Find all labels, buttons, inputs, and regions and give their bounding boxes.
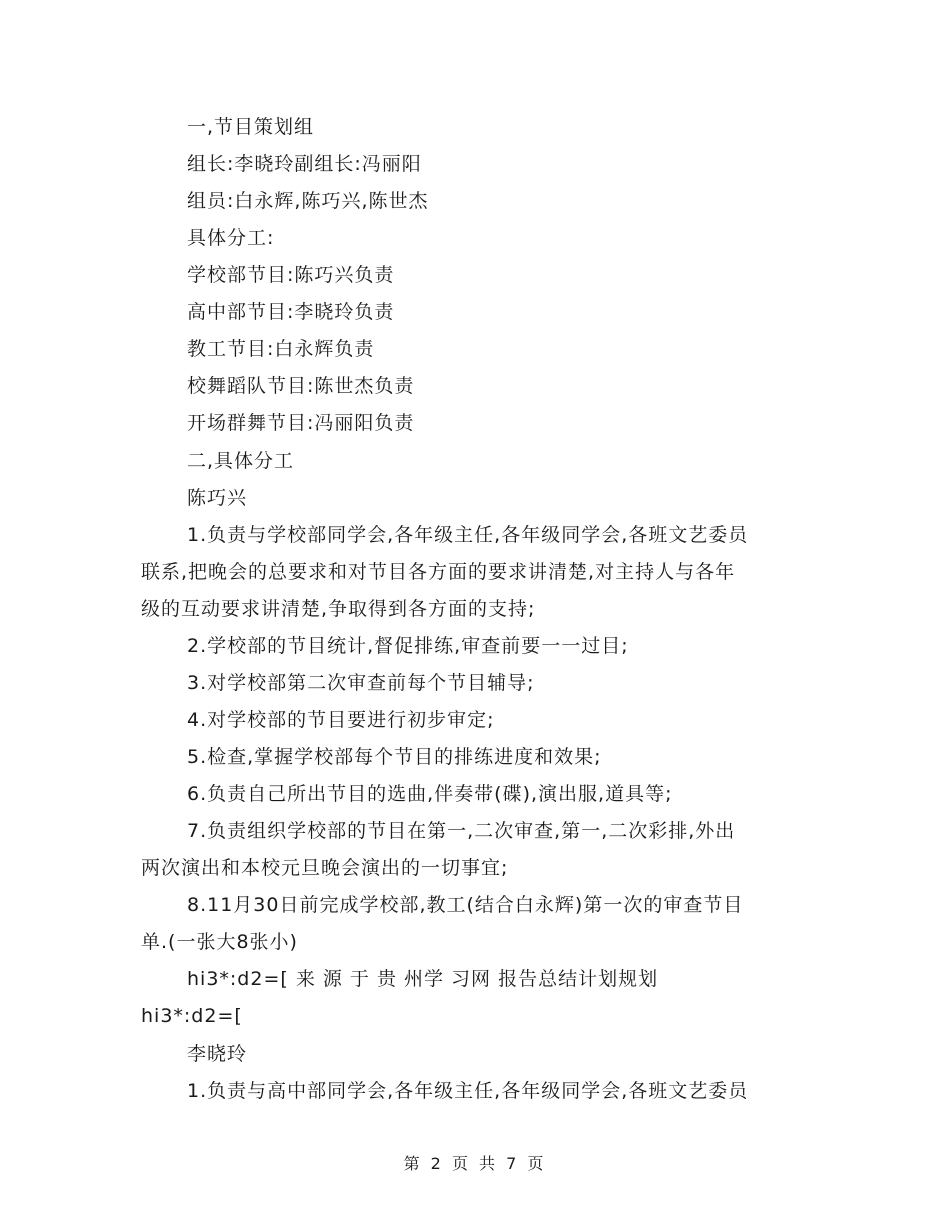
text-line: 两次演出和本校元旦晚会演出的一切事宜; [141, 857, 509, 879]
person-name: 李晓玲 [187, 1043, 248, 1065]
text-line: 高中部节目:李晓玲负责 [187, 301, 395, 323]
text-line: 联系,把晚会的总要求和对节目各方面的要求讲清楚,对主持人与各年 [141, 561, 736, 583]
text-line: 开场群舞节目:冯丽阳负责 [187, 412, 415, 434]
text-line: 1.负责与学校部同学会,各年级主任,各年级同学会,各班文艺委员 [187, 524, 749, 546]
text-line: 5.检查,掌握学校部每个节目的排练进度和效果; [187, 746, 602, 768]
section-heading-division: 二,具体分工 [187, 450, 295, 472]
watermark-source-line: hi3*:d2=[ [141, 1005, 243, 1027]
person-name: 陈巧兴 [187, 487, 248, 509]
text-line: 1.负责与高中部同学会,各年级主任,各年级同学会,各班文艺委员 [187, 1080, 749, 1102]
text-line: 级的互动要求讲清楚,争取得到各方面的支持; [141, 598, 536, 620]
watermark-source-line: hi3*:d2=[ 来 源 于 贵 州学 习网 报告总结计划规划 [187, 968, 659, 990]
text-line: 4.对学校部的节目要进行初步审定; [187, 709, 495, 731]
text-line: 学校部节目:陈巧兴负责 [187, 264, 395, 286]
text-line: 2.学校部的节目统计,督促排练,审查前要一一过目; [187, 635, 629, 657]
text-line: 具体分工: [187, 227, 275, 249]
text-line: 8.11月30日前完成学校部,教工(结合白永辉)第一次的审查节目 [187, 894, 744, 916]
text-line: 教工节目:白永辉负责 [187, 338, 375, 360]
text-line: 组员:白永辉,陈巧兴,陈世杰 [187, 190, 429, 212]
text-line: 6.负责自己所出节目的选曲,伴奏带(碟),演出服,道具等; [187, 783, 673, 805]
text-line: 组长:李晓玲副组长:冯丽阳 [187, 153, 422, 175]
text-line: 校舞蹈队节目:陈世杰负责 [187, 375, 415, 397]
section-heading-planning-group: 一,节目策划组 [187, 116, 315, 138]
text-line: 3.对学校部第二次审查前每个节目辅导; [187, 672, 535, 694]
page-footer: 第 2 页 共 7 页 [403, 1154, 547, 1173]
text-line: 7.负责组织学校部的节目在第一,二次审查,第一,二次彩排,外出 [187, 820, 736, 842]
text-line: 单.(一张大8张小) [141, 931, 298, 953]
